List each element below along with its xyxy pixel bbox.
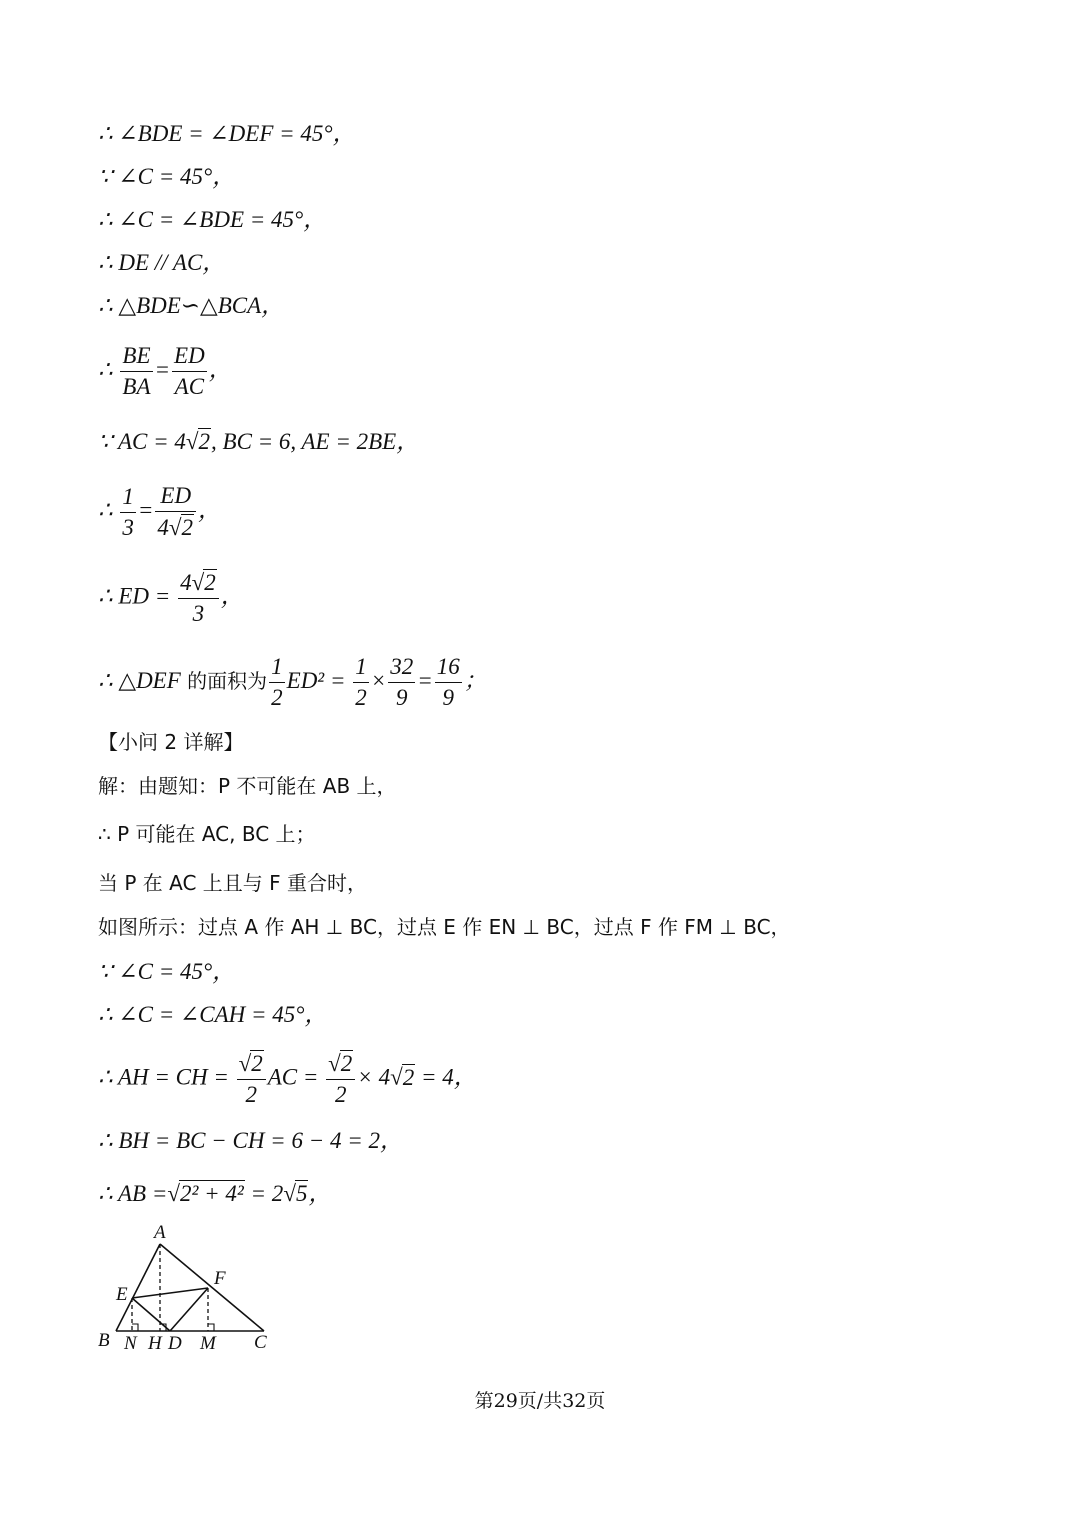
line-17: ∴ ∠C = ∠CAH = 45°， [98, 1002, 328, 1027]
line-16: ∵ ∠C = 45°， [98, 959, 236, 984]
line-5: ∴ △BDE∽△BCA， [98, 293, 285, 318]
line-10: ∴ △DEF 的面积为 $\frac{1}{2}$ ED² = $\frac{1}{2}$ × $\frac{32}{9}$ = $\frac{16}{9}$ ； [98, 654, 487, 711]
label-a: A [154, 1222, 166, 1243]
line-20: ∴ AB =√2² + 4² = 2√5， [98, 1181, 332, 1206]
label-h: H [148, 1333, 162, 1354]
label-b: B [98, 1330, 110, 1351]
segment-df [170, 1288, 208, 1331]
line-15: 如图所示：过点 A 作 AH ⊥ BC，过点 E 作 EN ⊥ BC，过点 F 作 FM ⊥ BC， [98, 915, 791, 939]
label-e: E [116, 1284, 128, 1305]
line-8: ∴ $\frac{1}{3}$ = $\frac{ED}{4√2}$ ， [98, 483, 222, 541]
page-footer: 第29页/共32页 [474, 1390, 606, 1412]
line-6: ∴ $\frac{BE}{BA}$ = $\frac{ED}{AC}$ ， [98, 343, 232, 400]
segment-ac [160, 1244, 264, 1331]
line-4: ∴ DE // AC， [98, 250, 226, 275]
triangle-figure [92, 1218, 292, 1358]
section-heading: 【小问 2 详解】 [98, 730, 244, 754]
label-n: N [124, 1333, 137, 1354]
right-angle-m [208, 1324, 214, 1331]
label-d: D [168, 1333, 182, 1354]
line-9: ∴ ED = $\frac{4√2}{3}$ ， [98, 570, 244, 627]
line-18: ∴ AH = CH = $\frac{√2}{2}$ AC = $\frac{√2}{2}$ × 4√2 = 4， [98, 1051, 477, 1108]
line-3: ∴ ∠C = ∠BDE = 45°， [98, 207, 327, 232]
right-angle-n [132, 1324, 138, 1331]
line-7: ∵ AC = 4√2, BC = 6, AE = 2BE， [98, 429, 420, 454]
line-1: ∴ ∠BDE = ∠DEF = 45°， [98, 121, 356, 146]
line-19: ∴ BH = BC − CH = 6 − 4 = 2， [98, 1128, 403, 1153]
line-13: ∴ P 可能在 AC, BC 上； [98, 822, 316, 846]
line-2: ∵ ∠C = 45°， [98, 164, 236, 189]
line-14: 当 P 在 AC 上且与 F 重合时， [98, 871, 368, 895]
line-12: 解：由题知：P 不可能在 AB 上， [98, 774, 397, 798]
label-c: C [254, 1332, 267, 1353]
segment-ef [132, 1288, 208, 1298]
label-m: M [200, 1333, 216, 1354]
label-f: F [214, 1268, 226, 1289]
